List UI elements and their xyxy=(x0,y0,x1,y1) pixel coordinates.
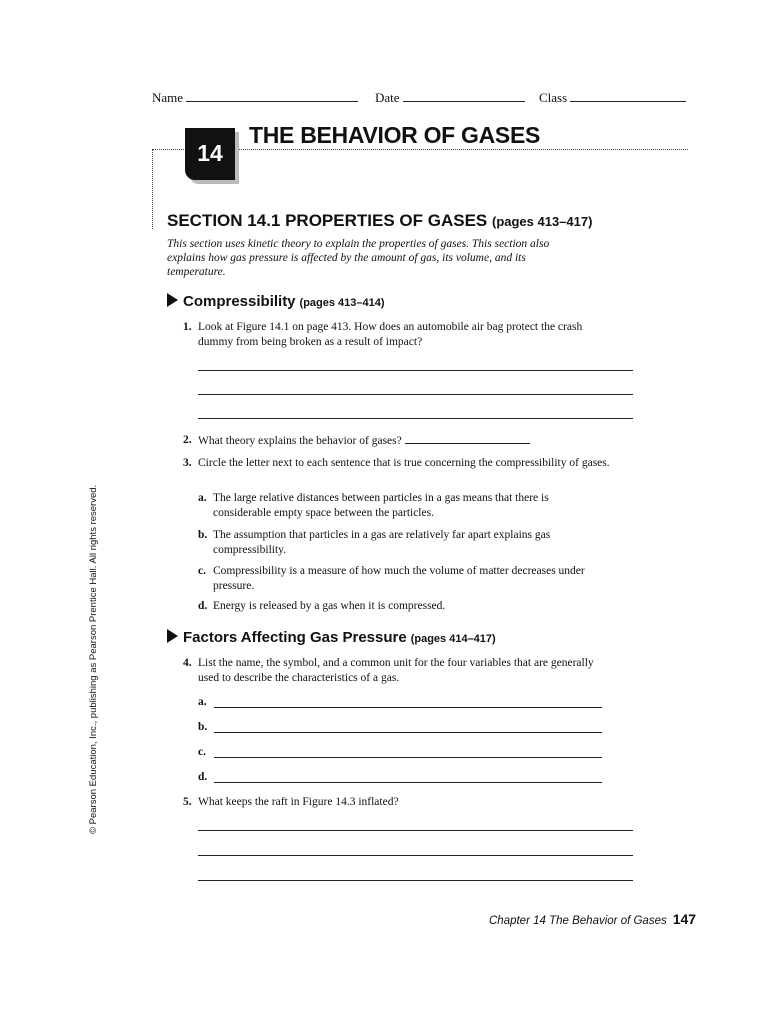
compressibility-pages: (pages 413–414) xyxy=(299,297,385,309)
option-letter: a. xyxy=(198,492,207,504)
question-text: Circle the letter next to each sentence that is true concerning the compressibility of gases. xyxy=(198,457,610,469)
option-text: The large relative distances between particles in a gas means that there is considerable empty space between the particles. xyxy=(213,492,549,519)
answer-line[interactable] xyxy=(214,707,602,708)
answer-line[interactable] xyxy=(198,880,633,881)
answer-line[interactable] xyxy=(198,855,633,856)
name-blank[interactable] xyxy=(186,89,358,102)
section-title xyxy=(167,211,592,231)
section-title-text: SECTION 14.1 PROPERTIES OF GASES xyxy=(167,211,488,230)
name-label: Name xyxy=(152,90,184,105)
question-2 xyxy=(183,433,623,449)
factors-heading xyxy=(167,629,496,646)
variable-line-d[interactable] xyxy=(198,770,602,785)
question-number: 2. xyxy=(183,434,192,446)
answer-blank[interactable] xyxy=(405,433,530,444)
date-label: Date xyxy=(375,90,400,105)
answer-line[interactable] xyxy=(214,757,602,758)
question-text: What keeps the raft in Figure 14.3 inflated? xyxy=(198,796,399,808)
page-footer xyxy=(489,911,696,927)
option-d[interactable] xyxy=(198,599,608,614)
question-text: List the name, the symbol, and a common unit for the four variables that are generally used to describe the characteristics of a gas. xyxy=(198,657,594,684)
option-b[interactable] xyxy=(198,528,608,558)
option-text: Compressibility is a measure of how much the volume of matter decreases under pressure. xyxy=(213,565,585,592)
option-letter: c. xyxy=(198,565,206,577)
triangle-bullet-icon xyxy=(167,629,178,643)
chapter-number: 14 xyxy=(197,140,223,166)
question-4 xyxy=(183,656,613,686)
section-pages: (pages 413–417) xyxy=(491,214,593,229)
footer-chapter-text: Chapter 14 The Behavior of Gases xyxy=(489,915,667,927)
factors-pages: (pages 414–417) xyxy=(410,633,496,645)
compressibility-heading-text: Compressibility xyxy=(183,293,296,310)
option-a[interactable] xyxy=(198,491,608,521)
chapter-number-box xyxy=(185,128,235,180)
option-c[interactable] xyxy=(198,564,608,594)
option-letter: d. xyxy=(198,600,208,612)
date-blank[interactable] xyxy=(403,89,525,102)
answer-line[interactable] xyxy=(198,394,633,395)
variable-line-b[interactable] xyxy=(198,720,602,735)
answer-line[interactable] xyxy=(214,732,602,733)
copyright-notice: © Pearson Education, Inc., publishing as Pearson Prentice Hall. All rights reserved. xyxy=(88,484,99,834)
class-field xyxy=(539,89,686,106)
answer-line[interactable] xyxy=(198,370,633,371)
option-letter: b. xyxy=(198,529,208,541)
answer-line[interactable] xyxy=(198,418,633,419)
page-number: 147 xyxy=(672,911,697,927)
dotted-side-rule xyxy=(152,149,153,229)
factors-heading-text: Factors Affecting Gas Pressure xyxy=(183,629,407,646)
date-field xyxy=(375,89,525,106)
variable-letter: c. xyxy=(198,746,206,758)
question-text: What theory explains the behavior of gases? xyxy=(198,435,402,447)
question-number: 5. xyxy=(183,796,192,808)
variable-line-a[interactable] xyxy=(198,695,602,710)
class-label: Class xyxy=(539,90,568,105)
question-1 xyxy=(183,320,613,350)
compressibility-heading xyxy=(167,293,385,310)
option-text: Energy is released by a gas when it is compressed. xyxy=(213,600,446,612)
variable-letter: a. xyxy=(198,696,207,708)
variable-line-c[interactable] xyxy=(198,745,602,760)
answer-line[interactable] xyxy=(214,782,602,783)
question-text: Look at Figure 14.1 on page 413. How does an automobile air bag protect the crash dummy from being broken as a result of impact? xyxy=(198,321,583,348)
name-field xyxy=(152,89,358,106)
triangle-bullet-icon xyxy=(167,293,178,307)
chapter-title: THE BEHAVIOR OF GASES xyxy=(249,122,541,148)
section-intro: This section uses kinetic theory to explain the properties of gases. This section also explains how gas pressure is affected by the amount of gas, its volume, and its temperature. xyxy=(167,238,550,278)
variable-letter: b. xyxy=(198,721,208,733)
question-number: 1. xyxy=(183,321,192,333)
question-5 xyxy=(183,795,613,810)
question-3 xyxy=(183,456,623,471)
question-number: 3. xyxy=(183,457,192,469)
option-text: The assumption that particles in a gas are relatively far apart explains gas compressibility. xyxy=(213,529,551,556)
answer-line[interactable] xyxy=(198,830,633,831)
variable-letter: d. xyxy=(198,771,208,783)
class-blank[interactable] xyxy=(570,89,686,102)
question-number: 4. xyxy=(183,657,192,669)
